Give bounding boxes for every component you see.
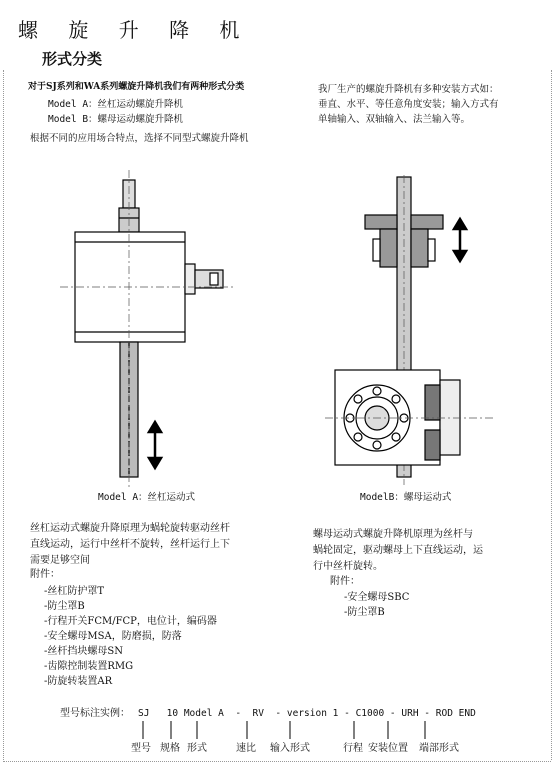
code-part: RV — [252, 708, 264, 719]
code-label-end: 端部形式 — [419, 743, 459, 754]
code-part: Model A — [183, 708, 224, 719]
choose-line: 根据不同的应用场合特点，选择不同型式螺旋升降机 — [30, 133, 249, 144]
figure-a-caption: Model A：丝杠运动式 — [98, 492, 196, 503]
section-subtitle: 形式分类 — [42, 50, 103, 68]
list-item: -防旋转装置AR — [44, 676, 113, 687]
install-line-1: 我厂生产的螺旋升降机有多种安装方式如： — [318, 84, 499, 95]
code-part: - — [344, 708, 350, 719]
desc-b-attach-title: 附件： — [330, 576, 360, 587]
list-item: -安全螺母MSA，防磨损，防落 — [44, 631, 182, 642]
bottom-border — [3, 761, 551, 762]
desc-b-line-1: 螺母运动式螺旋升降机原理为丝杆与 — [313, 529, 473, 540]
model-a-drawing — [30, 160, 280, 500]
figure-b-caption: ModelB：螺母运动式 — [360, 492, 452, 503]
desc-a-line-1: 丝杠运动式螺旋升降原理为蜗轮旋转驱动丝杆 — [30, 523, 230, 534]
page-title: 螺 旋 升 降 机 — [18, 18, 252, 42]
right-border — [551, 70, 552, 760]
code-part: SJ — [138, 708, 150, 719]
list-item: -齿隙控制装置RMG — [44, 661, 134, 672]
model-code-parts — [138, 706, 476, 721]
left-border — [3, 70, 4, 760]
desc-b-line-3: 行中丝杆旋转。 — [313, 561, 383, 572]
desc-a-line-2: 直线运动，运行中丝杆不旋转，丝杆运行上下 — [30, 539, 230, 550]
code-label-mount: 安装位置 — [368, 743, 408, 754]
code-label-input: 输入形式 — [270, 743, 310, 754]
model-b-line: Model B：螺母运动螺旋升降机 — [48, 114, 184, 125]
install-line-2: 垂直、水平、等任意角度安装；输入方式有 — [318, 99, 499, 110]
desc-b-attachment-list — [344, 590, 409, 620]
code-label-ratio: 速比 — [236, 743, 256, 754]
code-part: - — [235, 708, 242, 719]
list-item: -行程开关FCM/FCP，电位计，编码器 — [44, 616, 217, 627]
list-item: -防尘罩B — [44, 601, 85, 612]
code-part: URH — [401, 708, 419, 719]
code-label-stroke: 行程 — [343, 743, 363, 754]
code-part: - — [275, 708, 282, 719]
list-item: -安全螺母SBC — [344, 592, 410, 603]
code-part: C1000 — [355, 708, 385, 719]
code-label-form: 形式 — [187, 743, 207, 754]
code-part: - — [389, 708, 396, 719]
list-item: -丝杆挡块螺母SN — [44, 646, 123, 657]
code-label-type: 型号 — [131, 743, 151, 754]
code-label-size: 规格 — [160, 743, 180, 754]
code-part: 10 — [166, 708, 179, 719]
install-line-3: 单轴输入、双轴输入、法兰输入等。 — [318, 114, 471, 125]
desc-b-line-2: 蜗轮固定，驱动螺母上下直线运动，运 — [313, 545, 483, 556]
model-b-drawing — [325, 175, 495, 485]
code-part: ROD END — [435, 708, 476, 719]
list-item: -防尘罩B — [344, 607, 385, 618]
model-a-line: Model A：丝杠运动螺旋升降机 — [48, 99, 184, 110]
intro-line: 对于SJ系列和WA系列螺旋升降机我们有两种形式分类 — [28, 82, 245, 92]
desc-a-attach-title: 附件： — [30, 569, 60, 580]
desc-a-attachment-list — [44, 584, 217, 689]
model-code-prefix: 型号标注实例： — [60, 708, 130, 719]
list-item: -丝杠防护罩T — [44, 586, 105, 597]
desc-a-line-3: 需要足够空间 — [30, 555, 90, 566]
code-part: - — [424, 708, 431, 719]
code-part: version 1 — [286, 708, 339, 719]
